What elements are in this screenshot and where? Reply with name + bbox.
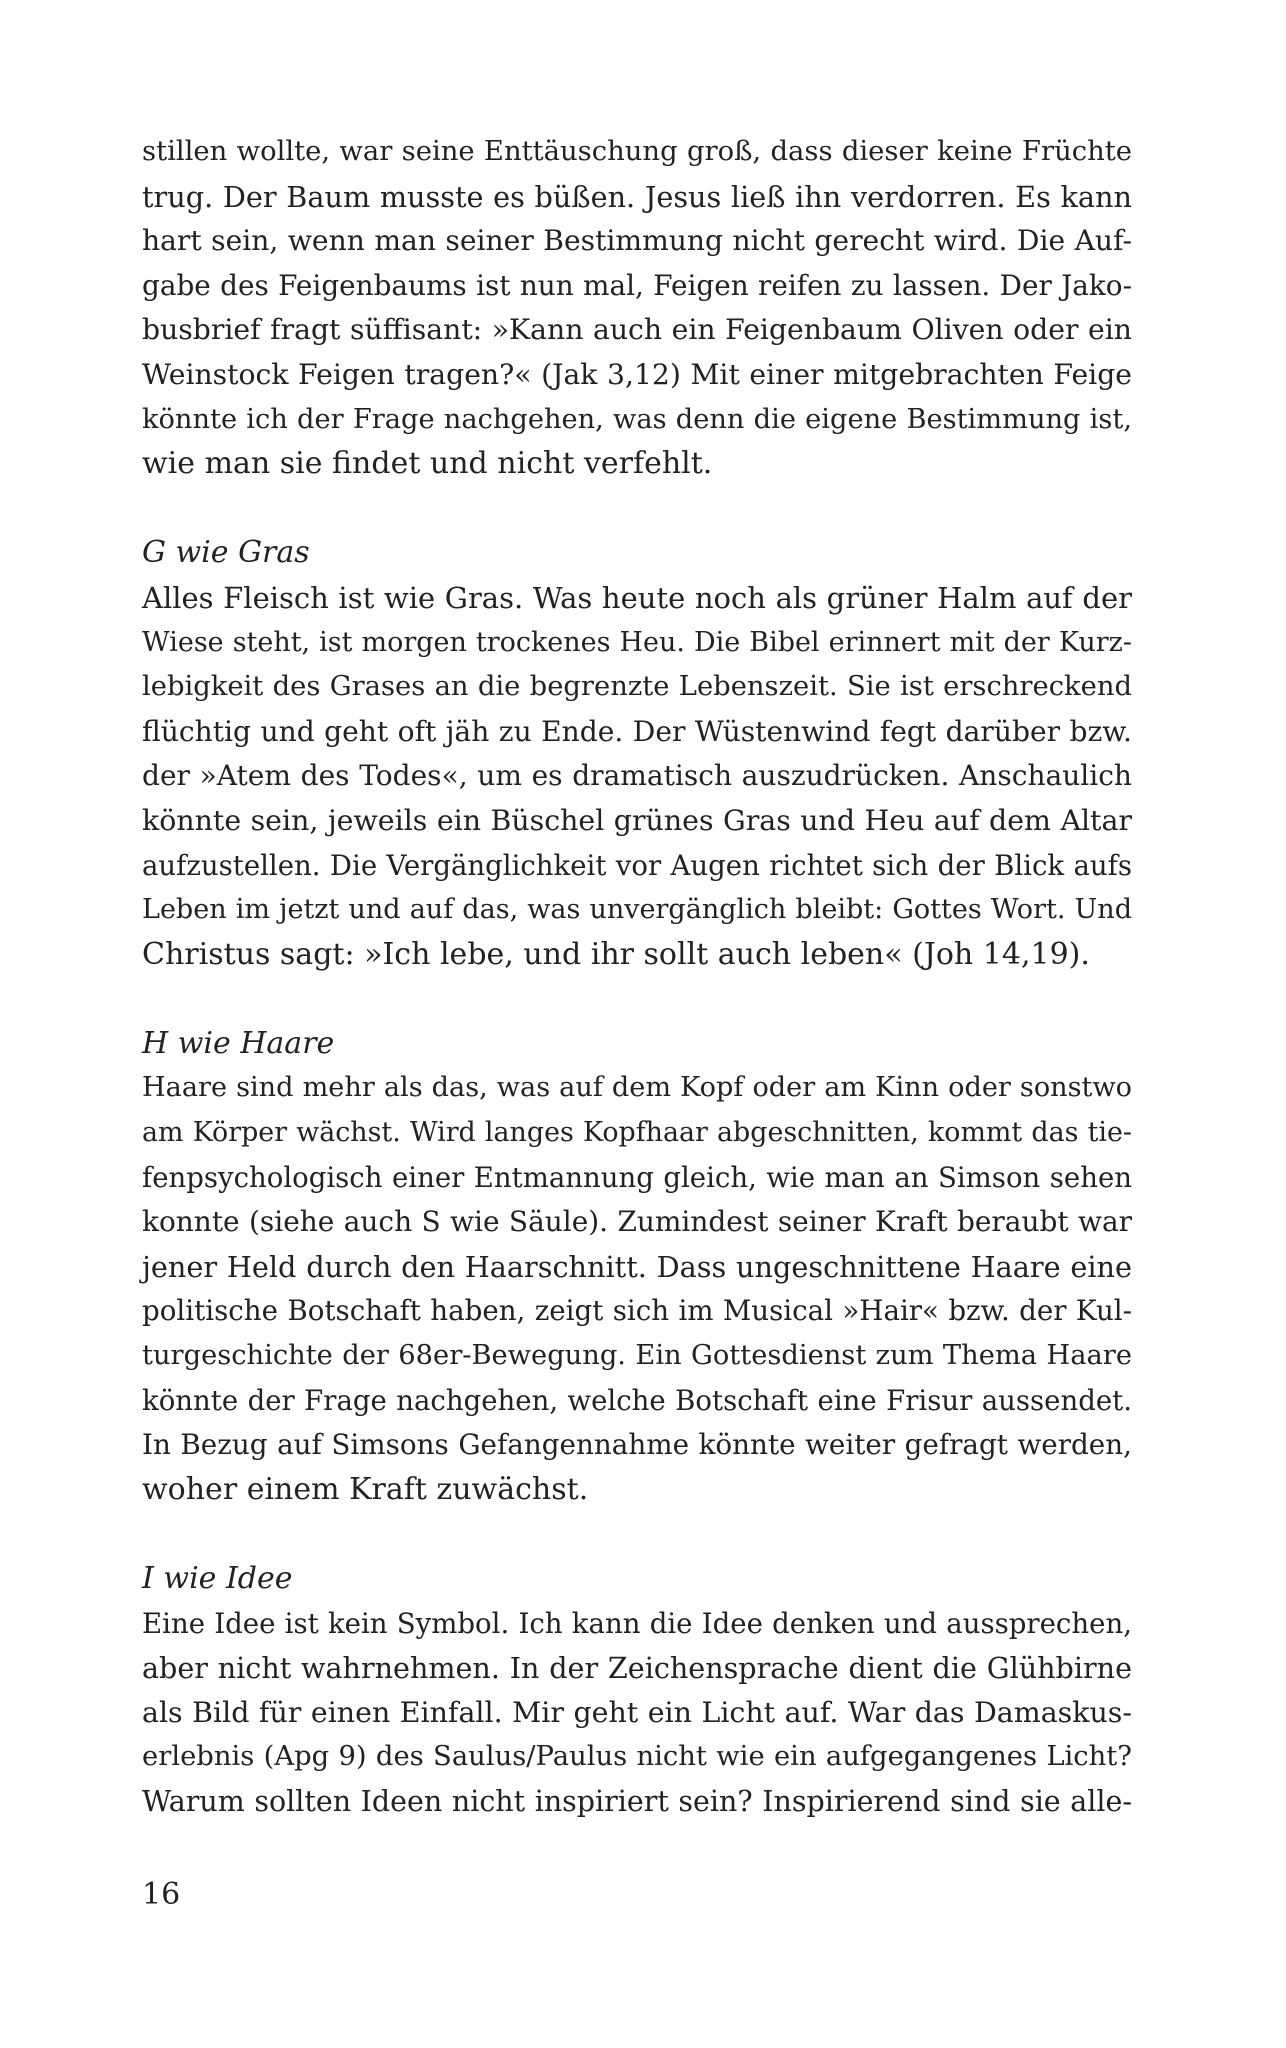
page-number: 16 [142, 1877, 181, 1912]
text-line: stillen wollte, war seine Enttäuschung groß, dass dieser keine Früchte [142, 136, 1132, 167]
text-line: könnte der Frage nachgehen, welche Botschaft eine Frisur aussendet. [142, 1384, 1132, 1417]
text-line: könnte sein, jeweils ein Büschel grünes Gras und Heu auf dem Altar [142, 803, 1132, 837]
text-line: erlebnis (Apg 9) des Saulus/Paulus nicht wie ein aufgegangenes Licht? [142, 1741, 1132, 1773]
text-line: der »Atem des Todes«, um es dramatisch auszudrücken. Anschaulich [142, 759, 1132, 793]
text-line: am Körper wächst. Wird langes Kopfhaar abgeschnitten, kommt das tie- [142, 1117, 1132, 1149]
text-line: woher einem Kraft zuwächst. [142, 1471, 589, 1507]
intro-paragraph [142, 130, 1132, 487]
text-line: könnte ich der Frage nachgehen, was denn die eigene Bestimmung ist, [142, 403, 1132, 435]
text-line: Leben im jetzt und auf das, was unvergänglich bleibt: Gottes Wort. Und [142, 894, 1132, 926]
section-heading: I wie Idee [142, 1561, 293, 1596]
text-line: flüchtig und geht oft jäh zu Ende. Der Wüstenwind fegt darüber bzw. [142, 714, 1132, 748]
text-line: Eine Idee ist kein Symbol. Ich kann die Idee denken und aussprechen, [142, 1606, 1132, 1640]
section-heading: G wie Gras [142, 535, 310, 571]
body-text [142, 130, 1132, 1825]
text-line: politische Botschaft haben, zeigt sich im Musical »Hair« bzw. der Kul- [142, 1294, 1132, 1328]
text-line: fenpsychologisch einer Entmannung gleich, wie man an Simson sehen [142, 1161, 1132, 1194]
text-line: aufzustellen. Die Vergänglichkeit vor Augen richtet sich der Blick aufs [142, 849, 1132, 882]
text-line: busbrief fragt süffisant: »Kann auch ein Feigenbaum Oliven oder ein [142, 313, 1132, 347]
text-line: als Bild für einen Einfall. Mir geht ein Licht auf. War das Damaskus- [142, 1695, 1132, 1729]
text-line: gabe des Feigenbaums ist nun mal, Feigen reifen zu lassen. Der Jako- [142, 268, 1132, 302]
section-haare [142, 1022, 1132, 1513]
text-line: In Bezug auf Simsons Gefangennahme könnte weiter gefragt werden, [142, 1428, 1132, 1462]
text-line: Weinstock Feigen tragen?« (Jak 3,12) Mit einer mitgebrachten Feige [142, 357, 1132, 391]
text-line: aber nicht wahrnehmen. In der Zeichensprache dient die Glühbirne [142, 1651, 1132, 1686]
text-line: jener Held durch den Haarschnitt. Dass ungeschnittene Haare eine [142, 1249, 1132, 1284]
text-line: Haare sind mehr als das, was auf dem Kopf oder am Kinn oder sonstwo [142, 1072, 1132, 1104]
text-line: wie man sie findet und nicht verfehlt. [142, 446, 713, 482]
section-heading: H wie Haare [142, 1025, 335, 1061]
text-line: Wiese steht, ist morgen trockenes Heu. Die Bibel erinnert mit der Kurz- [142, 626, 1132, 658]
text-line: konnte (siehe auch S wie Säule). Zumindest seiner Kraft beraubt war [142, 1205, 1132, 1239]
text-line: trug. Der Baum musste es büßen. Jesus ließ ihn verdorren. Es kann [142, 179, 1132, 214]
section-gras [142, 531, 1132, 977]
text-line: Alles Fleisch ist wie Gras. Was heute noch als grüner Halm auf der [142, 580, 1132, 615]
text-line: turgeschichte der 68er-Bewegung. Ein Gottesdienst zum Thema Haare [142, 1340, 1132, 1372]
text-line: Warum sollten Ideen nicht inspiriert sein? Inspirierend sind sie alle- [142, 1784, 1132, 1818]
text-line: lebigkeit des Grases an die begrenzte Lebenszeit. Sie ist erschreckend [142, 671, 1132, 703]
text-line: Christus sagt: »Ich lebe, und ihr sollt auch leben« (Joh 14,19). [142, 936, 1090, 972]
text-line: hart sein, wenn man seiner Bestimmung nicht gerecht wird. Die Auf- [142, 224, 1132, 258]
section-idee [142, 1557, 1132, 1825]
